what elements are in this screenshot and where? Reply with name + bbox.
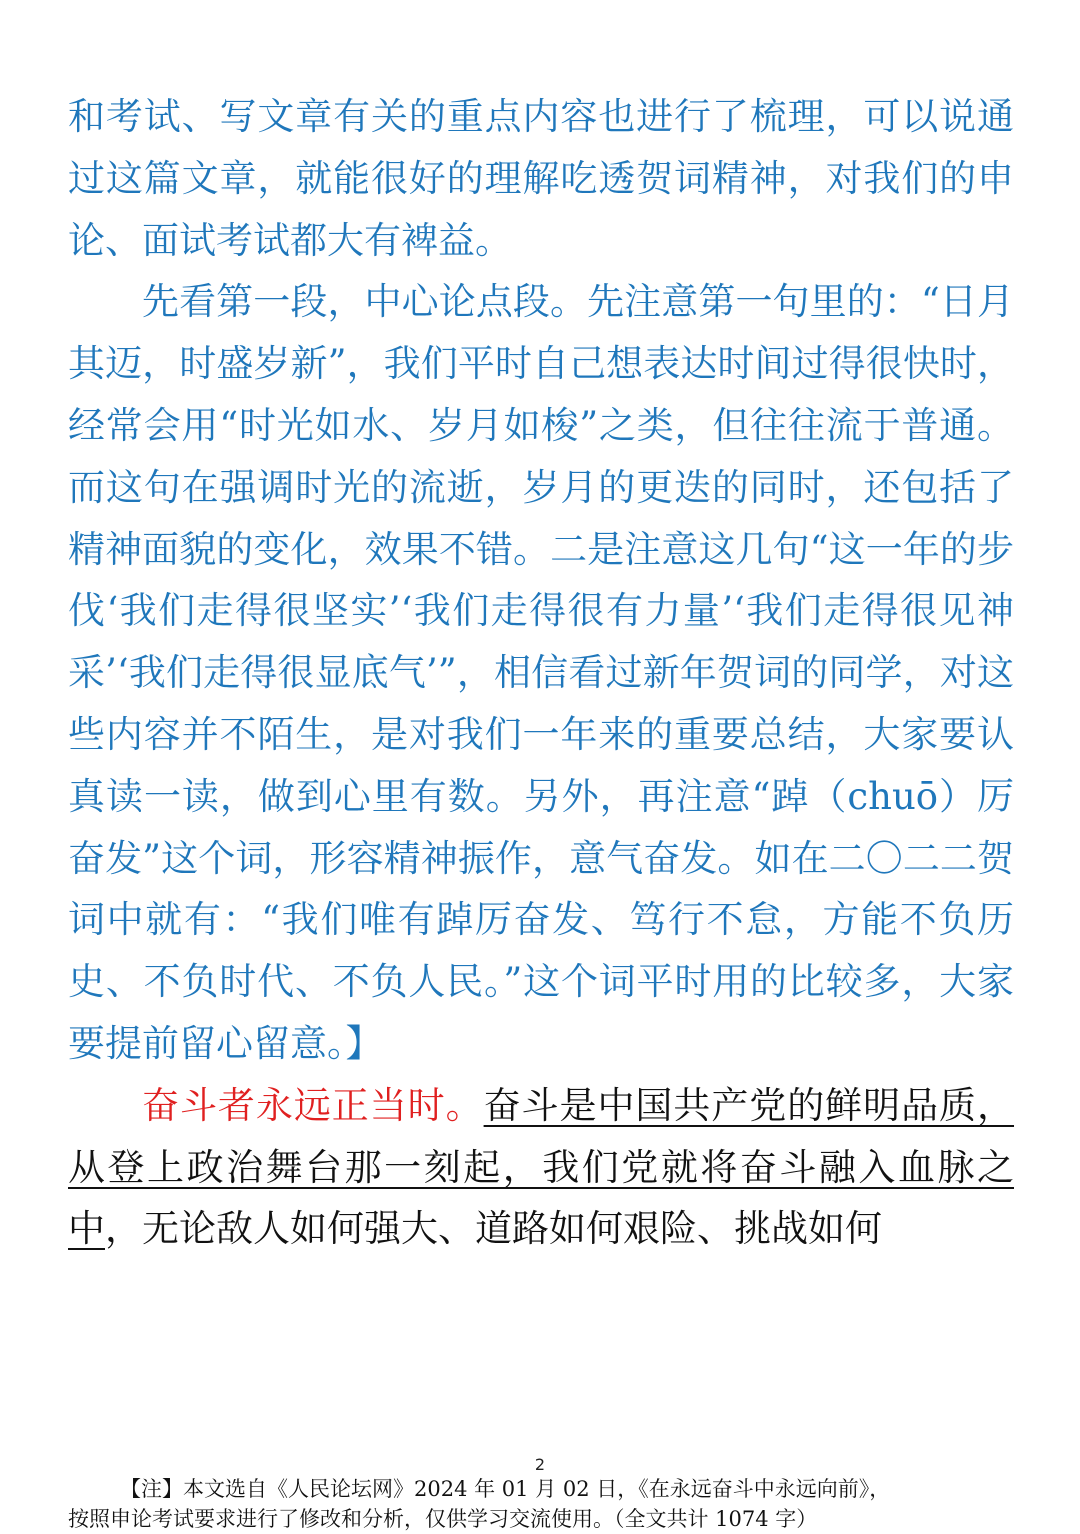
- analysis-paragraph: 先看第一段，中心论点段。先注意第一句里的：“日月其迈，时盛岁新”，我们平时自己想表达时间过得很快时，经常会用“时光如水、岁月如梭”之类，但往往流于普通。而这句在强调时光的流逝，岁月的更迭的同时，还包括了精神面貌的变化，效果不错。二是注意这几句“这一年的步伐‘我们走得很坚实’‘我们走得很有力量’‘我们走得很见神采’‘我们走得很显底气’”，相信看过新年贺词的同学，对这些内容并不陌生，是对我们一年来的重要总结，大家要认真读一读，做到心里有数。另外，再注意“踔（chuō）厉奋发”这个词，形容精神振作，意气奋发。如在二〇二二贺词中就有：“我们唯有踔厉奋发、笃行不怠，方能不负历史、不负时代、不负人民。”这个词平时用的比较多，大家要提前留心留意。】: [68, 280, 1014, 1065]
- body-text: [68, 86, 1014, 1260]
- original-text-paragraph: [68, 1075, 1014, 1260]
- section-heading: 奋斗者永远正当时。: [142, 1083, 484, 1127]
- intro-paragraph: 和考试、写文章有关的重点内容也进行了梳理，可以说通过这篇文章，就能很好的理解吃透贺词精神，对我们的申论、面试考试都大有裨益。: [68, 95, 1014, 262]
- source-note: [68, 1474, 1014, 1534]
- source-note-line-1: 【注】本文选自《人民论坛网》2024 年 01 月 02 日，《在永远奋斗中永远向前》，: [120, 1477, 891, 1501]
- underlined-key-sentence: 奋斗是中国共产党的鲜明品质，从登上政治舞台那一刻起，我们党就将奋斗融入血脉之中: [68, 1083, 1015, 1251]
- original-text-continuation: ，无论敌人如何强大、道路如何艰险、挑战如何: [105, 1207, 882, 1251]
- source-note-line-2: 按照申论考试要求进行了修改和分析，仅供学习交流使用。（全文共计 1074 字）: [68, 1507, 818, 1531]
- page-number: 2: [534, 1455, 546, 1474]
